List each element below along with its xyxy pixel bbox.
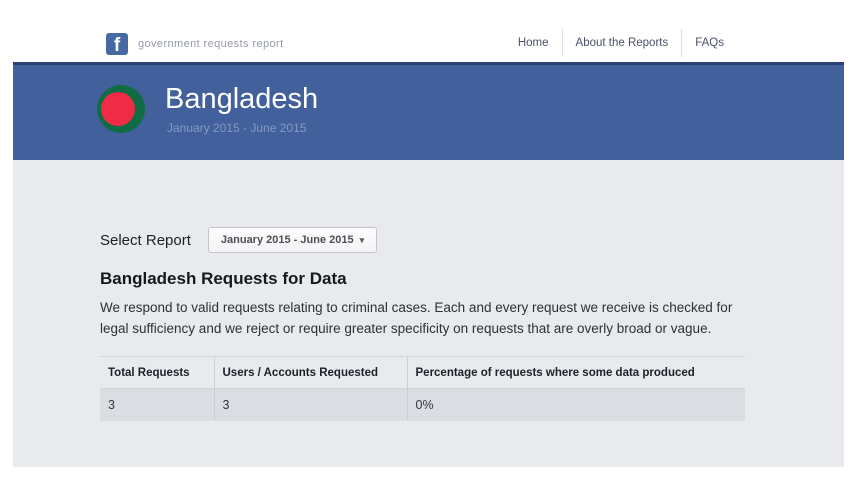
page-title: Bangladesh (165, 83, 319, 115)
table-header-row (100, 357, 745, 389)
requests-heading: Bangladesh Requests for Data (100, 269, 347, 288)
table-row (100, 389, 745, 422)
brand (106, 33, 284, 55)
report-period-selected: January 2015 - June 2015 (220, 234, 354, 246)
bottom-spacer (0, 467, 857, 482)
cell-percentage-data-produced: 0% (407, 389, 745, 422)
cell-users-accounts: 3 (214, 389, 407, 422)
report-period-dropdown[interactable] (208, 227, 377, 253)
country-banner (13, 62, 844, 160)
column-header-users-accounts: Users / Accounts Requested (214, 357, 407, 389)
top-header (0, 0, 857, 62)
column-header-total-requests: Total Requests (100, 357, 214, 389)
requests-description: We respond to valid requests relating to criminal cases. Each and every request we receive is checked for legal sufficiency and we reject or require greater specificity on requests that are overly broad or vague. (100, 300, 733, 336)
top-navigation (505, 29, 737, 57)
nav-faqs[interactable]: FAQs (681, 29, 737, 57)
nav-about-the-reports[interactable]: About the Reports (562, 29, 682, 57)
bangladesh-flag-icon (97, 85, 145, 133)
cell-total-requests: 3 (100, 389, 214, 422)
nav-home[interactable]: Home (517, 37, 549, 49)
chevron-down-icon: ▾ (359, 234, 365, 245)
select-report-label: Select Report (100, 231, 191, 249)
content-area (13, 160, 844, 467)
facebook-logo-icon[interactable]: f (106, 33, 128, 55)
column-header-percentage-data-produced: Percentage of requests where some data produced (407, 357, 745, 389)
requests-table (100, 356, 745, 421)
date-range-subtitle: January 2015 - June 2015 (167, 121, 307, 135)
brand-text: government requests report (138, 38, 284, 50)
report-selector-row (100, 227, 844, 253)
flag-red-circle (101, 92, 135, 126)
